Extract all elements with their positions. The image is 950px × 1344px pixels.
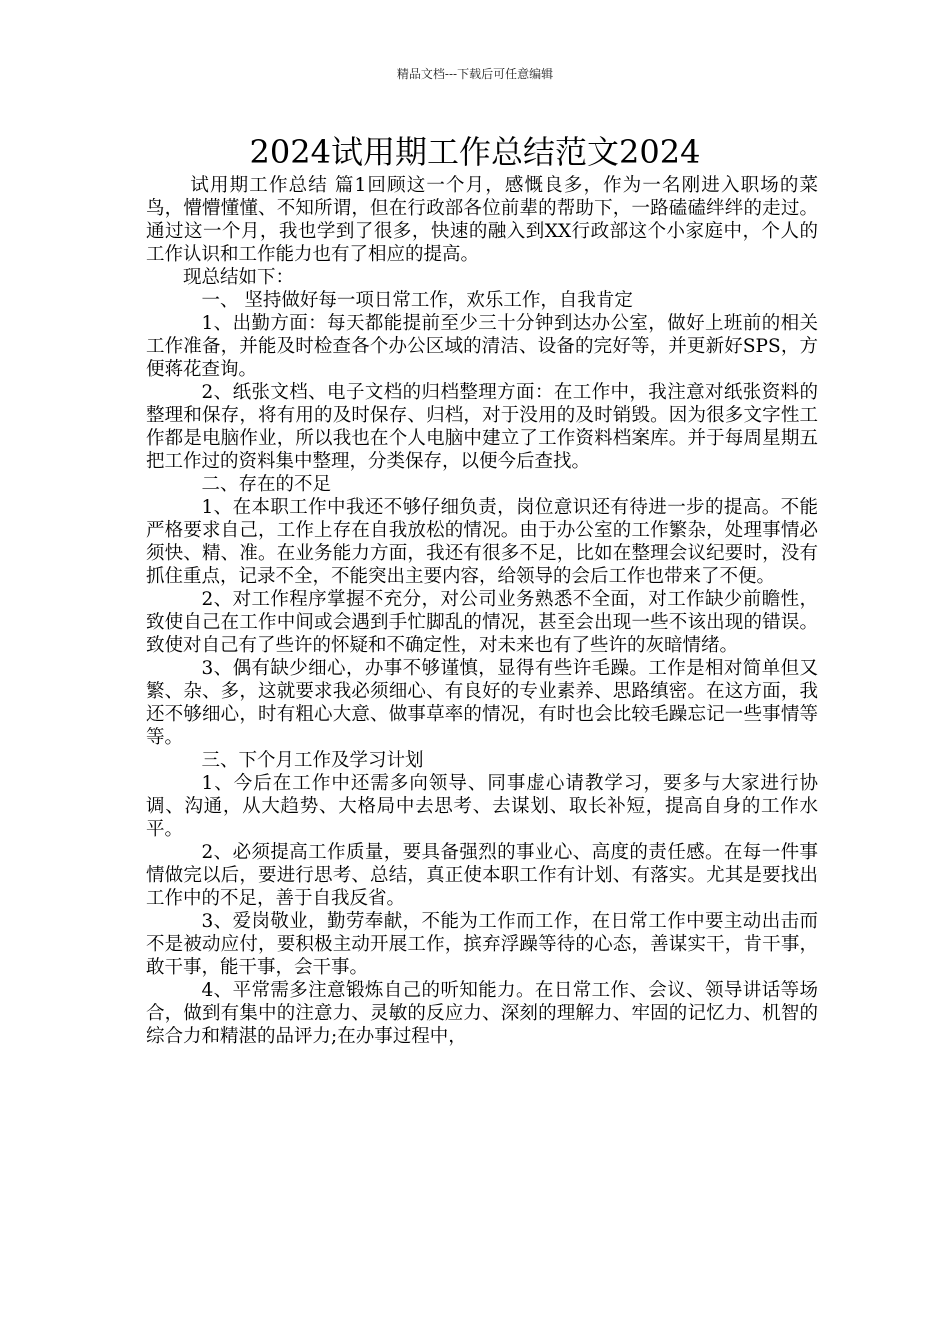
section-heading-2: 二、存在的不足 xyxy=(201,474,332,495)
section-heading-3: 三、下个月工作及学习计划 xyxy=(201,750,424,771)
page-header: 精品文档---下载后可任意编辑 xyxy=(396,67,554,81)
paragraph-2-1: 1、在本职工作中我还不够仔细负责，岗位意识还有待进一步的提高。不能严格要求自己，工作上存在自我放松的情况。由于办公室的工作繁杂，处理事情必须快、精、准。在业务能力方面，我还有很多不足，比如在整理会议纪要时，没有抓住重点，记录不全，不能突出主要内容，给领导的会后工作也带来了不便。 xyxy=(146,497,818,587)
paragraph-summary-intro: 现总结如下： xyxy=(183,267,295,288)
paragraph-3-3: 3、爱岗敬业，勤劳奉献，不能为工作而工作，在日常工作中要主动出击而不是被动应付，要积极主动开展工作，摈弃浮躁等待的心态，善谋实干，肯干事，敢干事，能干事，会干事。 xyxy=(146,911,818,978)
paragraph-1-1: 1、出勤方面：每天都能提前至少三十分钟到达办公室，做好上班前的相关工作准备，并能及时检查各个办公区域的清洁、设备的完好等，并更新好SPS，方便蒋花查询。 xyxy=(146,313,818,380)
document-body xyxy=(146,174,818,1048)
paragraph-3-2: 2、必须提高工作质量，要具备强烈的事业心、高度的责任感。在每一件事情做完以后，要进行思考、总结，真正使本职工作有计划、有落实。尤其是要找出工作中的不足，善于自我反省。 xyxy=(146,842,818,909)
document-title: 2024试用期工作总结范文2024 xyxy=(249,133,701,171)
paragraph-2-3: 3、偶有缺少细心，办事不够谨慎，显得有些许毛躁。工作是相对简单但又繁、杂、多，这就要求我必须细心、有良好的专业素养、思路缜密。在这方面，我还不够细心，时有粗心大意、做事草率的情况，有时也会比较毛躁忘记一些事情等等。 xyxy=(146,658,818,748)
section-heading-1: 一、 坚持做好每一项日常工作，欢乐工作，自我肯定 xyxy=(201,290,633,311)
paragraph-intro: 试用期工作总结 篇1回顾这一个月，感慨良多，作为一名刚进入职场的菜鸟，懵懵懂懂、不知所谓，但在行政部各位前辈的帮助下，一路磕磕绊绊的走过。通过这一个月，我也学到了很多，快速的融入到XX行政部这个小家庭中，个人的工作认识和工作能力也有了相应的提高。 xyxy=(146,175,818,265)
paragraph-3-4: 4、平常需多注意锻炼自己的听知能力。在日常工作、会议、领导讲话等场合，做到有集中的注意力、灵敏的反应力、深刻的理解力、牢固的记忆力、机智的综合力和精湛的品评力;在办事过程中， xyxy=(146,980,818,1047)
paragraph-3-1: 1、今后在工作中还需多向领导、同事虚心请教学习，要多与大家进行协调、沟通，从大趋势、大格局中去思考、去谋划、取长补短，提高自身的工作水平。 xyxy=(146,773,818,840)
paragraph-1-2: 2、纸张文档、电子文档的归档整理方面：在工作中，我注意对纸张资料的整理和保存，将有用的及时保存、归档，对于没用的及时销毁。因为很多文字性工作都是电脑作业，所以我也在个人电脑中建立了工作资料档案库。并于每周星期五把工作过的资料集中整理，分类保存，以便今后查找。 xyxy=(146,382,818,472)
paragraph-2-2: 2、对工作程序掌握不充分，对公司业务熟悉不全面，对工作缺少前瞻性，致使自己在工作中间或会遇到手忙脚乱的情况，甚至会出现一些不该出现的错误。致使对自己有了些许的怀疑和不确定性，对未来也有了些许的灰暗情绪。 xyxy=(146,589,818,656)
